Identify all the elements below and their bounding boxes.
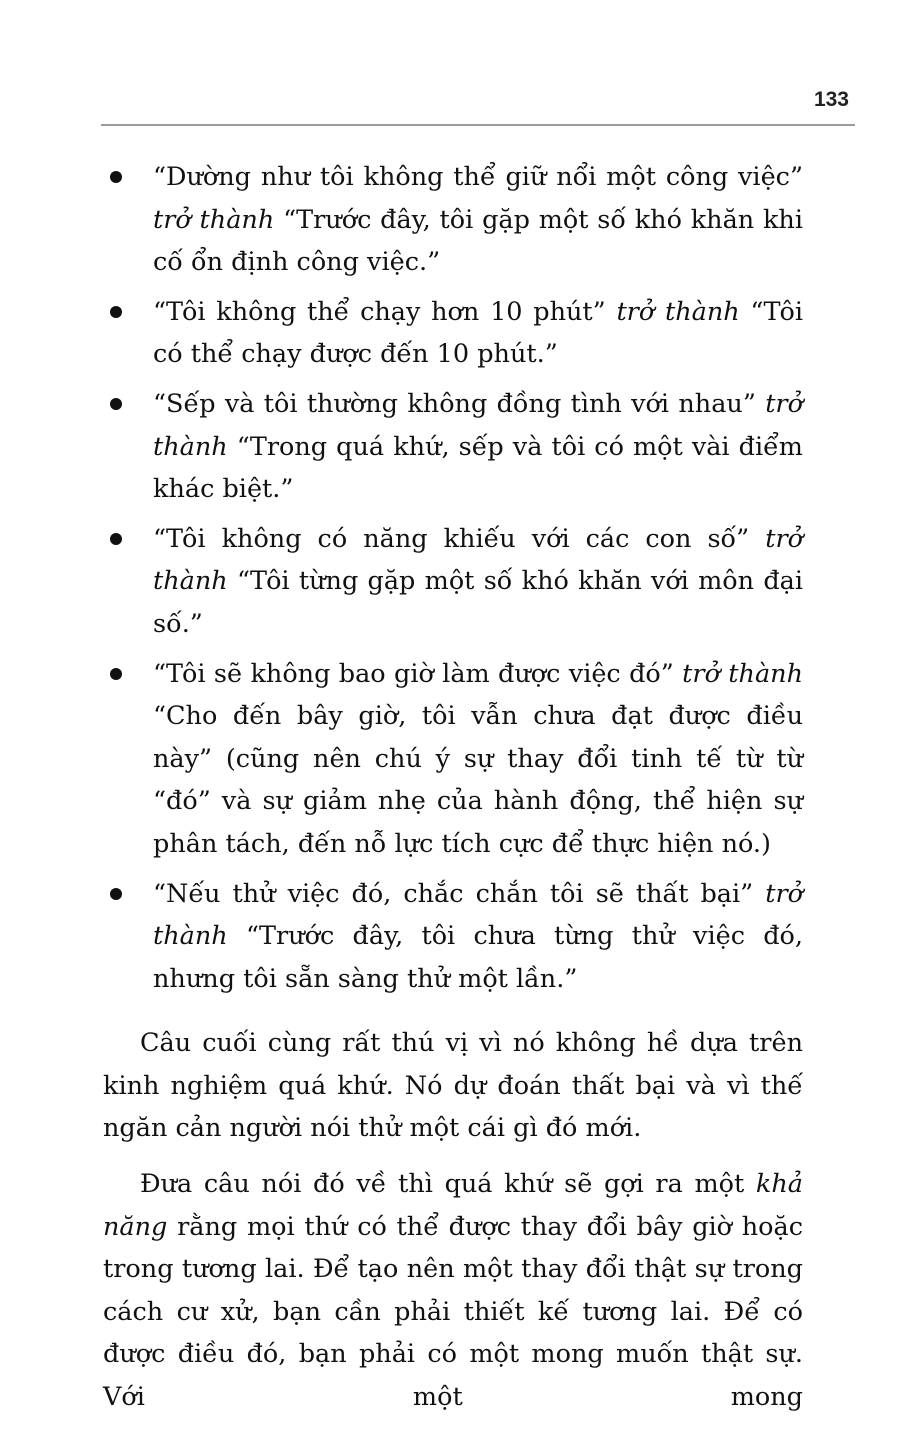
page-body	[103, 156, 803, 1419]
bullet-dot-icon	[110, 888, 122, 900]
bullet-text	[153, 518, 803, 646]
quote-before: “Tôi không có năng khiếu với các con số”	[153, 523, 750, 554]
bullet-dot-icon	[110, 171, 122, 183]
bullet-item	[103, 518, 803, 646]
bullet-dot-icon	[110, 533, 122, 545]
connector-phrase: trở thành	[682, 658, 803, 689]
bullet-text	[153, 291, 803, 376]
quote-after: “Tôi có thể chạy được đến 10 phút.”	[153, 296, 803, 370]
bullet-dot-icon	[110, 306, 122, 318]
page-number: 133	[813, 88, 849, 111]
body-paragraph: Câu cuối cùng rất thú vị vì nó không hề dựa trên kinh nghiệm quá khứ. Nó dự đoán thất bại và vì thế ngăn cản người nói thử một cái gì đó mới.	[103, 1028, 803, 1144]
bullet-list	[103, 156, 803, 1000]
page-header	[101, 86, 855, 126]
bullet-item	[103, 873, 803, 1001]
bullet-text	[153, 383, 803, 511]
connector-phrase: trở thành	[153, 523, 804, 597]
connector-phrase: trở thành	[616, 296, 740, 327]
quote-before: “Tôi sẽ không bao giờ làm được việc đó”	[153, 658, 674, 689]
bullet-item	[103, 653, 803, 866]
paragraph-text-after: rằng mọi thứ có thể được thay đổi bây giờ hoặc trong tương lai. Để tạo nên một thay đổi thật sự trong cách cư xử, bạn cần phải thiết kế tương lai. Để có được điều đó, bạn phải có một mong muốn thật sự. Với một mong	[103, 1211, 804, 1413]
quote-before: “Nếu thử việc đó, chắc chắn tôi sẽ thất bại”	[153, 878, 754, 909]
emphasis-phrase: khả năng	[103, 1169, 803, 1242]
bullet-dot-icon	[110, 668, 122, 680]
quote-after: “Trong quá khứ, sếp và tôi có một vài điểm khác biệt.”	[153, 431, 803, 505]
quote-before: “Tôi không thể chạy hơn 10 phút”	[153, 296, 606, 327]
quote-before: “Dường như tôi không thể giữ nổi một công việc”	[153, 162, 803, 192]
connector-phrase: trở thành	[153, 204, 275, 235]
quote-before: “Sếp và tôi thường không đồng tình với nhau”	[153, 388, 756, 419]
quote-after: “Trước đây, tôi chưa từng thử việc đó, nhưng tôi sẵn sàng thử một lần.”	[153, 921, 804, 994]
bullet-text	[153, 156, 803, 284]
bullet-text	[153, 873, 803, 1001]
connector-phrase: trở thành	[153, 878, 804, 952]
body-paragraph	[103, 1163, 803, 1419]
paragraph-text-before: Đưa câu nói đó về thì quá khứ sẽ gợi ra một	[140, 1169, 745, 1200]
quote-after: “Tôi từng gặp một số khó khăn với môn đại số.”	[153, 566, 803, 639]
bullet-item	[103, 291, 803, 376]
bullet-item	[103, 383, 803, 511]
quote-after: “Trước đây, tôi gặp một số khó khăn khi cố ổn định công việc.”	[153, 204, 803, 278]
connector-phrase: trở thành	[153, 388, 803, 462]
bullet-text	[153, 653, 803, 866]
bullet-dot-icon	[110, 398, 122, 410]
quote-after: “Cho đến bây giờ, tôi vẫn chưa đạt được điều này” (cũng nên chú ý sự thay đổi tinh tế từ từ “đó” và sự giảm nhẹ của hành động, thể hiện sự phân tách, đến nỗ lực tích cực để thực hiện nó.)	[153, 701, 803, 859]
bullet-item	[103, 156, 803, 284]
